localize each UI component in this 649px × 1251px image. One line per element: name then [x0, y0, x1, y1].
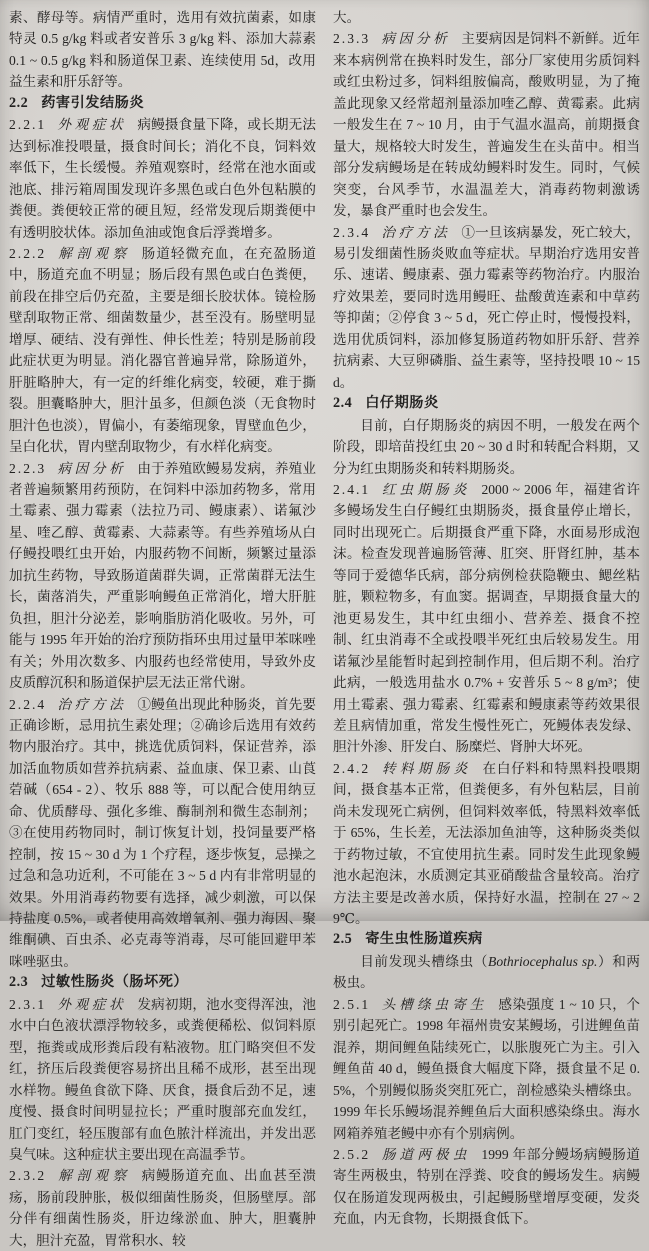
- paragraph-text: 1999 年部分鳗场病鳗肠道寄生两极虫，特别在浮粪、咬食的鳗场发生。病鳗仅在肠道发现两极虫，引起鳗肠壁增厚变硬，发炎充血，内无食物，长期摄食低下。: [333, 1147, 640, 1227]
- section-heading-2-2: [9, 93, 316, 114]
- subsection-number: 2.2.2: [9, 245, 47, 261]
- subsection-title: 头槽绦虫寄生: [381, 996, 488, 1012]
- paragraph-text: 在白仔料和特黑料投喂期间，摄食基本正常，但粪便多，有外包粘层，目前尚未发现死亡病例，但饲料效率低，特黑料效率低于 65%，生长差，无法添加鱼油等，这种肠炎类似于药物过敏，不宜使用抗生素。同时发生此现象鳗池水起泡沫，水质测定其亚硝酸盐含量较高。治疗方法主要是改善水质，保持好水温，控制在 27 ~ 29℃。: [333, 760, 641, 927]
- paragraph-text: 目前发现头槽绦虫（: [360, 953, 489, 969]
- subsection-number: 2.2.4: [9, 696, 47, 712]
- subsection-number: 2.2.3: [9, 460, 47, 476]
- left-column: [9, 7, 317, 1248]
- subsection-title: 解剖观察: [57, 1168, 131, 1184]
- subsection-number: 2.3.4: [333, 224, 371, 240]
- paragraph-text: 素、酵母等。病情严重时，选用有效抗菌素，如康特灵 0.5 g/kg 料或者安普乐 3 g/kg 料、添加大蒜素 0.1 ~ 0.5 g/kg 料和肠道保卫素、连续使用 5d，改用益生素和肝乐舒等。: [9, 10, 316, 90]
- subsection-2-3-2: [9, 1165, 316, 1251]
- paragraph-text: 发病初期，池水变得浑浊，池水中白色液状漂浮物较多，或粪便稀松、似饲料原型，拖粪或成形粪后段有粘液物。肛门略突但不发红，挤压后段粪便容易挤出且稀不成形，甚至出现水样物。鳗鱼食欲下降、厌食，摄食后劲不足，速度慢、摄食时间明显拉长；严重时腹部充血发红，肛门变红，轻压腹部有血色脓汁样流出，并发出恶臭气味。这种症状主要出现在高温季节。: [9, 996, 317, 1163]
- paragraph-text: 病鳗摄食量下降，或长期无法达到标准投喂量，摄食时间长；消化不良，饲料效率低下，生长缓慢。养殖观察时，经常在池水面或池底、排污箱周围发现许多黑色或白色外包粘膜的粪便。粪便较正常的硬且短，经常发现后期粪便中有透明胶状体。添加鱼油或饱食后浮粪增多。: [9, 117, 317, 240]
- paragraph-text: 肠道轻微充血，在充盈肠道中，肠道充血不明显；肠后段有黑色或白色粪便，前段在排空后仍充盈，主要是细长胶状体。镜检肠壁刮取物正常、细菌数量少，甚至没有。肠壁明显增厚、硬结、没有弹性、伸长性差；特别是肠前段此症状更为明显。消化器官普遍异常，除肠道外，肝脏略肿大，有一定的纤维化病变，较硬，难于撕裂。胆囊略肿大，胆汁虽多，但颜色淡（无食物时胆汁色也淡），胃偏小，有萎缩现象，胃壁血色少，呈白化状，胃内壁刮取物少，有水样化病变。: [9, 245, 317, 455]
- section-heading-2-5: [333, 929, 640, 950]
- subsection-title: 治疗方法: [57, 696, 127, 712]
- species-latin-name: Bothriocephalus sp.: [488, 953, 598, 969]
- subsection-title: 外观症状: [57, 117, 127, 133]
- section-heading-2-4: [333, 393, 640, 414]
- subsection-title: 病因分析: [381, 31, 451, 47]
- subsection-title: 病因分析: [57, 460, 127, 476]
- subsection-title: 转料期肠炎: [381, 760, 472, 776]
- subsection-number: 2.3.1: [9, 996, 47, 1012]
- section-number: 2.4: [333, 395, 353, 412]
- subsection-2-4-1: [333, 479, 640, 758]
- subsection-title: 外观症状: [57, 996, 127, 1012]
- section-intro-paragraph: [333, 951, 640, 994]
- paragraph-text: 主要病因是饲料不新鲜。近年来本病例常在换料时发生，部分厂家使用劣质饲料或红虫粉过多，饲料组胺偏高，酸败明显，为了掩盖此现象又经常超剂量添加喹乙醇、黄霉素。此病一般发生在 7 ~ 10 月，由于气温水温高，前期摄食量大，规格较大时发生，普遍发生在头苗中。相当部分发病鳗场是在转成幼鳗料时发生。同时，气候突变，台风季节，水温温差大，消毒药物刺激诱发，暴食严重时也会发生。: [333, 31, 641, 219]
- subsection-2-5-1: [333, 994, 640, 1144]
- paragraph-text: 目前，白仔期肠炎的病因不明，一般发在两个阶段，即培苗投红虫 20 ~ 30 d 时和转配合料期，又分为红虫期肠炎和转料期肠炎。: [333, 417, 640, 476]
- subsection-number: 2.5.1: [333, 996, 371, 1012]
- paragraph-text: ①鳗鱼出现此种肠炎，首先要正确诊断，忌用抗生素处理；②确诊后选用有效药物内服治疗。其中，挑选优质饲料，保证营养，添加活血物质如营养抗病素、益血康、保卫素、山莨菪碱（654 - 2）、牧乐 888 等，可以配合使用纳豆命、优质酵母、强化多维、酶制剂和微生态制剂；③在使用药物同时，制订恢复计划，投饲量要严格控制，按 15 ~ 30 d 为 1 个疗程，逐步恢复，忌操之过急和急功近利，不可能在 3 ~ 5 d 内有非常明显的效果。外用消毒药物要有选择，减少刺激，可以保持盐度 0.5%，或者使用高效增氧剂、强力海因、聚维酮碘、百虫杀、必克毒等消毒，尽可能回避甲苯咪唑驱虫。: [9, 696, 317, 969]
- two-column-layout: [9, 7, 641, 1248]
- section-title: 白仔期肠炎: [365, 395, 439, 412]
- paragraph-text: ）和两极虫。: [333, 953, 641, 991]
- subsection-2-5-2: [333, 1144, 640, 1230]
- subsection-2-3-3: [333, 28, 640, 221]
- section-title: 药害引发结肠炎: [41, 94, 145, 111]
- subsection-number: 2.3.3: [333, 31, 371, 47]
- subsection-2-2-1: [9, 114, 316, 243]
- continuation-paragraph: [9, 7, 316, 93]
- subsection-2-4-2: [333, 758, 640, 930]
- subsection-title: 红虫期肠炎: [381, 481, 471, 497]
- section-number: 2.2: [9, 94, 29, 111]
- section-number: 2.3: [9, 974, 29, 991]
- section-heading-2-3: [9, 972, 316, 993]
- subsection-number: 2.3.2: [9, 1168, 47, 1184]
- subsection-2-2-4: [9, 694, 316, 973]
- section-title: 寄生虫性肠道疾病: [365, 931, 483, 948]
- subsection-2-3-4: [333, 222, 640, 394]
- section-title: 过敏性肠炎（肠坏死）: [41, 974, 189, 991]
- subsection-2-3-1: [9, 994, 316, 1166]
- section-number: 2.5: [333, 931, 353, 948]
- paragraph-text: 病鳗肠道充血、出血甚至溃疡，肠前段肿胀，极似细菌性肠炎，但肠壁厚。部分伴有细菌性肠炎，肝边缘淤血、肿大，胆囊肿大，胆汁充盈，胃常积水、较: [9, 1168, 317, 1248]
- paragraph-text: ①一旦该病暴发，死亡较大，易引发细菌性肠炎败血等症状。早期治疗选用安普乐、速诺、鳗康素、强力霉素等药物治疗。内服治疗效果差，要同时选用鳗旺、盐酸黄连素和中草药等抑菌；②停食 3 ~ 5 d，死亡停止时，慢慢投料，选用优质饲料，添加修复肠道药物如肝乐舒、营养抗病素、大豆卵磷脂、益生素等，坚持投喂 10 ~ 15 d。: [333, 224, 641, 390]
- subsection-title: 解剖观察: [57, 245, 131, 261]
- subsection-title: 肠道两极虫: [381, 1147, 471, 1163]
- paragraph-text: 由于养殖欧鳗易发病，养殖业者普遍频繁用药预防，在饲料中添加药物多，常用土霉素、强力霉素（法拉乃司、鳗康素）、诺氟沙星、喹乙醇、黄霉素、大蒜素等。有些养殖场从白仔鳗投喂红虫开始，内服药物不间断，频繁过量添加抗生药物，导致肠道菌群失调，正常菌群无法生长，菌落消失，严重影响鳗鱼正常消化，增大肝脏负担，胆汁分泌差，影响脂肪消化吸收。另外，可能与 1995 年开始的治疗预防指环虫用过量甲苯咪唑有关；外用次数多、内服药也经常使用，导致外皮皮质醇沉积和肠道保护层无法正常代谢。: [9, 460, 317, 691]
- subsection-number: 2.4.1: [333, 481, 371, 497]
- subsection-number: 2.4.2: [333, 760, 371, 776]
- section-intro-paragraph: [333, 415, 640, 479]
- paragraph-text: 大。: [333, 10, 361, 25]
- subsection-2-2-2: [9, 243, 316, 458]
- right-column: [333, 7, 641, 1227]
- paragraph-text: 感染强度 1 ~ 10 只，个别引起死亡。1998 年福州贵安某鳗场，引进鲤鱼苗混养，期间鲤鱼陆续死亡，以胀腹死亡为主。引入鲤鱼苗 40 d，鳗鱼摄食大幅度下降，摄食量不足 0.5%，个别鳗似肠炎突肛死亡，剖检感染头槽绦虫。1999 年长乐鳗场混养鲤鱼后大面积感染绦虫。海水网箱养殖老鳗中亦有个别病例。: [333, 996, 641, 1141]
- subsection-2-2-3: [9, 458, 316, 694]
- subsection-number: 2.2.1: [9, 117, 47, 133]
- continuation-paragraph: [333, 7, 640, 28]
- subsection-number: 2.5.2: [333, 1147, 371, 1163]
- subsection-title: 治疗方法: [381, 224, 451, 240]
- paragraph-text: 2000 ~ 2006 年，福建省许多鳗场发生白仔鳗红虫期肠炎，摄食量停止增长，同时出现死亡。后期摄食严重下降，水面易形成泡沫。检查发现普遍肠管薄、肛突、肝肾红肿，基本等同于爱德华氏病，部分病例检获隐鞭虫、鳃丝粘脏，颗粒物多，有血窦。据调查，早期摄食量大的池更易发生，其中红虫细小、营养差、摄食不控制、红虫消毒不全或投喂半死红虫后较易发生。用诺氟沙星能暂时起到控制作用，但后期不利。治疗此病，一般选用盐水 0.7% + 安普乐 5 ~ 8 g/m³；使用土霉素、强力霉素、红霉素和鳗康素等药效果很差且病情加重，常发生慢性死亡，死鳗体表发绿、胆汁外渗、肝发白、肠糜烂、肾肿大坏死。: [333, 481, 640, 755]
